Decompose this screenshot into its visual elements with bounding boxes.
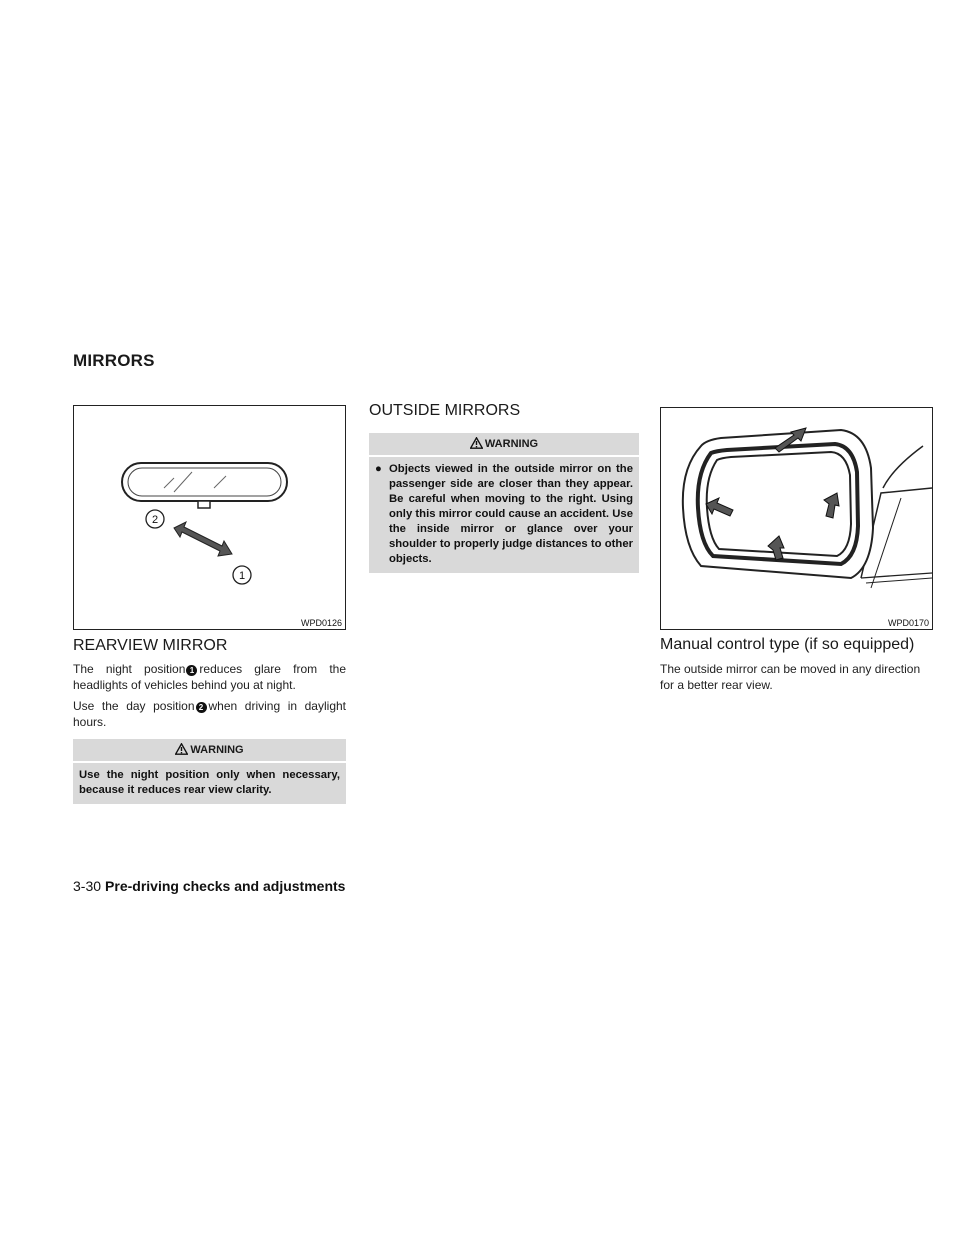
figure-code: WPD0170: [887, 618, 929, 628]
warning-header: WARNING: [73, 739, 346, 761]
outside-heading: OUTSIDE MIRRORS: [369, 402, 521, 419]
manual-text: The outside mirror can be moved in any direction for a better rear view.: [660, 662, 921, 692]
outside-warning-box: [369, 433, 639, 573]
section-title: MIRRORS: [73, 351, 155, 370]
warning-body: [369, 455, 639, 573]
rearview-para-1: The night position 1 reduces glare from the headlights of vehicles behind you at night.: [73, 662, 347, 692]
bullet-icon: ●: [375, 463, 382, 475]
warning-header: WARNING: [369, 433, 639, 455]
warning-text: Use the night position only when necessary, because it reduces rear view clarity.: [73, 761, 346, 804]
rearview-warning-box: [73, 739, 346, 804]
rearview-para-2: Use the day position 2 when driving in daylight hours.: [73, 699, 346, 729]
warning-icon: [470, 437, 483, 449]
outside-mirror-figure: [660, 407, 933, 630]
page-footer: [73, 878, 345, 894]
rearview-mirror-illustration: [74, 406, 345, 629]
chapter-title: Pre-driving checks and adjustments: [105, 878, 346, 894]
warning-icon: [175, 743, 188, 755]
page-number: 3-30: [73, 878, 102, 894]
number-badge-2: 2: [196, 702, 207, 713]
figure-code: WPD0126: [300, 618, 342, 628]
callout-1: 1: [238, 570, 246, 582]
rearview-heading: REARVIEW MIRROR: [73, 637, 228, 654]
callout-2: 2: [151, 514, 159, 526]
warning-text: Objects viewed in the outside mirror on the passenger side are closer than they appear. Be careful when moving to the right. Using only this mirror could cause an accident. Use the inside mirror or glance over your shoulder to properly judge distances to other objects.: [389, 463, 633, 565]
outside-mirror-illustration: [661, 408, 932, 629]
manual-heading: Manual control type (if so equipped): [660, 636, 915, 653]
number-badge-1: 1: [186, 665, 197, 676]
rearview-mirror-figure: [73, 405, 346, 630]
